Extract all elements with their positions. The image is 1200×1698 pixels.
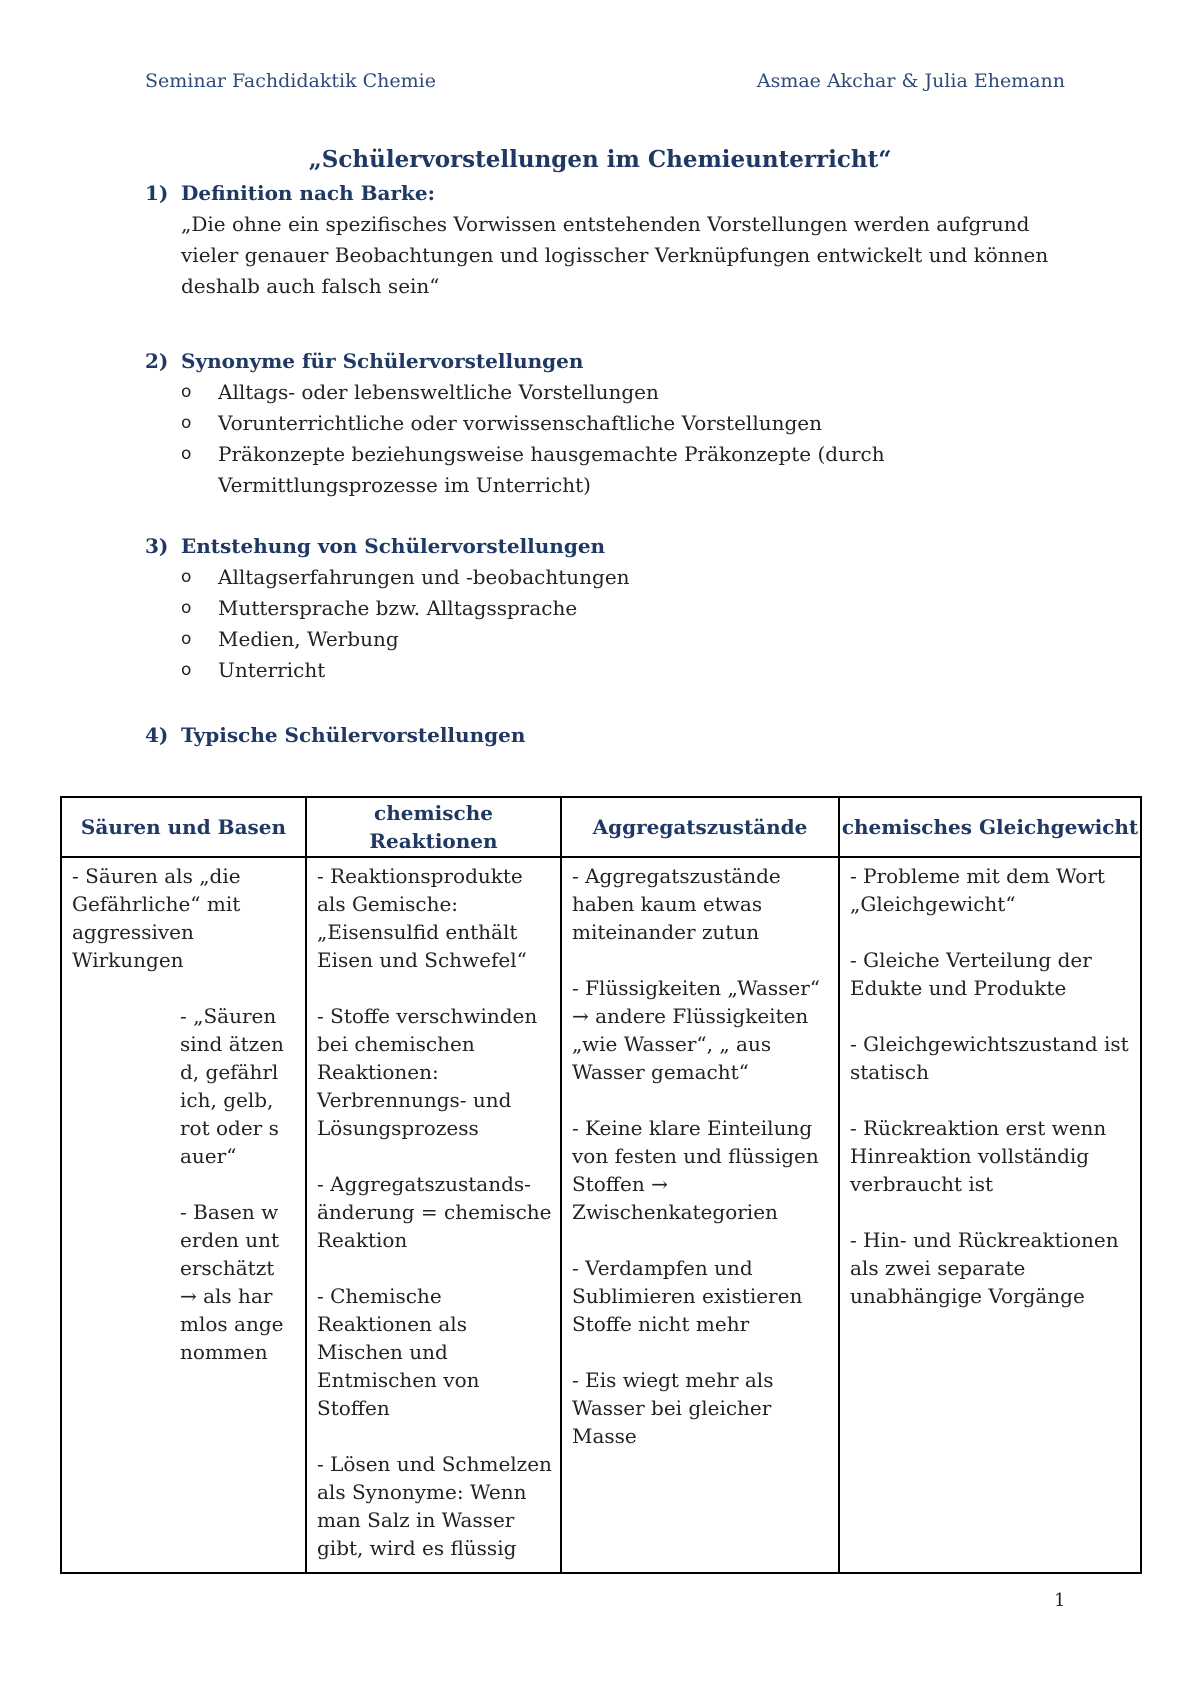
definition-quote: „Die ohne ein spezifisches Vorwissen entstehenden Vorstellungen werden aufgrund vieler genauer Beobachtungen und logisscher Verknüpfungen entwickelt und können deshalb auch falsch sein“	[181, 212, 1049, 298]
bullet-icon: o	[181, 598, 192, 618]
list-item: o Unterricht	[181, 655, 1085, 686]
section-typical	[145, 720, 1085, 751]
section-title: Definition nach Barke:	[181, 181, 435, 205]
table-entry: - Chemische Reaktionen als Mischen und Entmischen von Stoffen	[317, 1284, 480, 1420]
bullet-icon: o	[181, 444, 192, 464]
list-item: o Alltagserfahrungen und -beobachtungen	[181, 562, 1085, 593]
table-entry: - Verdampfen und Sublimieren existieren Stoffe nicht mehr	[572, 1256, 803, 1336]
list-item: o Vorunterrichtliche oder vorwissenschaftliche Vorstellungen	[181, 408, 1085, 439]
list-item: o Präkonzepte beziehungsweise hausgemachte Präkonzepte (durch Vermittlungsprozesse im Unterricht)	[181, 439, 1085, 501]
section-title: Typische Schülervorstellungen	[181, 723, 526, 747]
list-item: o Alltags- oder lebensweltliche Vorstellungen	[181, 377, 1085, 408]
document-title: „Schülervorstellungen im Chemieunterricht“	[308, 146, 892, 173]
section-number: 4)	[145, 723, 169, 747]
section-number: 2)	[145, 349, 169, 373]
header-authors: Asmae Akchar & Julia Ehemann	[756, 70, 1065, 92]
bullet-icon: o	[181, 660, 192, 680]
bullet-icon: o	[181, 629, 192, 649]
section-number: 1)	[145, 181, 169, 205]
page-header	[145, 70, 1065, 100]
section-title: Entstehung von Schülervorstellungen	[181, 534, 606, 558]
table-header-row	[61, 797, 1141, 857]
bullet-icon: o	[181, 567, 192, 587]
table-entry: - Probleme mit dem Wort „Gleichgewicht“	[850, 864, 1105, 916]
column-header-equilibrium: chemisches Gleichgewicht	[839, 797, 1141, 857]
table-entry: - Stoffe verschwinden bei chemischen Reaktionen: Verbrennungs- und Lösungsprozess	[317, 1004, 538, 1140]
table-entry: - „Säuren sind ätzend, gefährlich, gelb, rot oder sauer“	[180, 1004, 284, 1168]
bullet-icon: o	[181, 413, 192, 433]
table-row	[61, 857, 1141, 1573]
cell-reactions	[306, 857, 561, 1573]
table-entry: - Aggregatszustands-änderung = chemische Reaktion	[317, 1172, 552, 1252]
page-number: 1	[1054, 1590, 1066, 1611]
section-heading	[145, 531, 1085, 562]
section-heading	[145, 346, 1085, 377]
list-item: o Medien, Werbung	[181, 624, 1085, 655]
section-synonyms	[145, 346, 1085, 501]
synonym-list	[145, 377, 1085, 501]
section-number: 3)	[145, 534, 169, 558]
cell-states	[561, 857, 839, 1573]
section-origin	[145, 531, 1085, 686]
section-definition	[145, 178, 1085, 302]
column-header-reactions: chemische Reaktionen	[306, 797, 561, 857]
table-entry: - Eis wiegt mehr als Wasser bei gleicher Masse	[572, 1368, 774, 1448]
table-entry: - Basen werden unterschätzt → als harmlos angenommen	[180, 1200, 284, 1364]
table-entry: - Flüssigkeiten „Wasser“ → andere Flüssigkeiten „wie Wasser“, „ aus Wasser gemacht“	[572, 976, 820, 1084]
cell-acids-bases	[61, 857, 306, 1573]
section-heading	[145, 178, 1085, 209]
column-header-states: Aggregatszustände	[561, 797, 839, 857]
table-entry: - Gleichgewichtszustand ist statisch	[850, 1032, 1129, 1084]
cell-equilibrium	[839, 857, 1141, 1573]
column-header-acids-bases: Säuren und Basen	[61, 797, 306, 857]
section-title: Synonyme für Schülervorstellungen	[181, 349, 584, 373]
table-entry: - Rückreaktion erst wenn Hinreaktion vollständig verbraucht ist	[850, 1116, 1107, 1196]
table-entry: - Gleiche Verteilung der Edukte und Produkte	[850, 948, 1092, 1000]
origin-list	[145, 562, 1085, 686]
header-seminar: Seminar Fachdidaktik Chemie	[145, 70, 437, 92]
table-entry: - Aggregatszustände haben kaum etwas miteinander zutun	[572, 864, 781, 944]
bullet-icon: o	[181, 382, 192, 402]
misconceptions-table	[60, 796, 1142, 1574]
section-heading	[145, 720, 1085, 751]
table-entry: - Säuren als „die Gefährliche“ mit aggressiven Wirkungen	[72, 864, 241, 972]
table-entry: - Lösen und Schmelzen als Synonyme: Wenn man Salz in Wasser gibt, wird es flüssig	[317, 1452, 552, 1560]
list-item: o Muttersprache bzw. Alltagssprache	[181, 593, 1085, 624]
table-entry: - Hin- und Rückreaktionen als zwei separate unabhängige Vorgänge	[850, 1228, 1119, 1308]
table-entry: - Reaktionsprodukte als Gemische: „Eisensulfid enthält Eisen und Schwefel“	[317, 864, 527, 972]
table-entry: - Keine klare Einteilung von festen und flüssigen Stoffen → Zwischenkategorien	[572, 1116, 819, 1224]
